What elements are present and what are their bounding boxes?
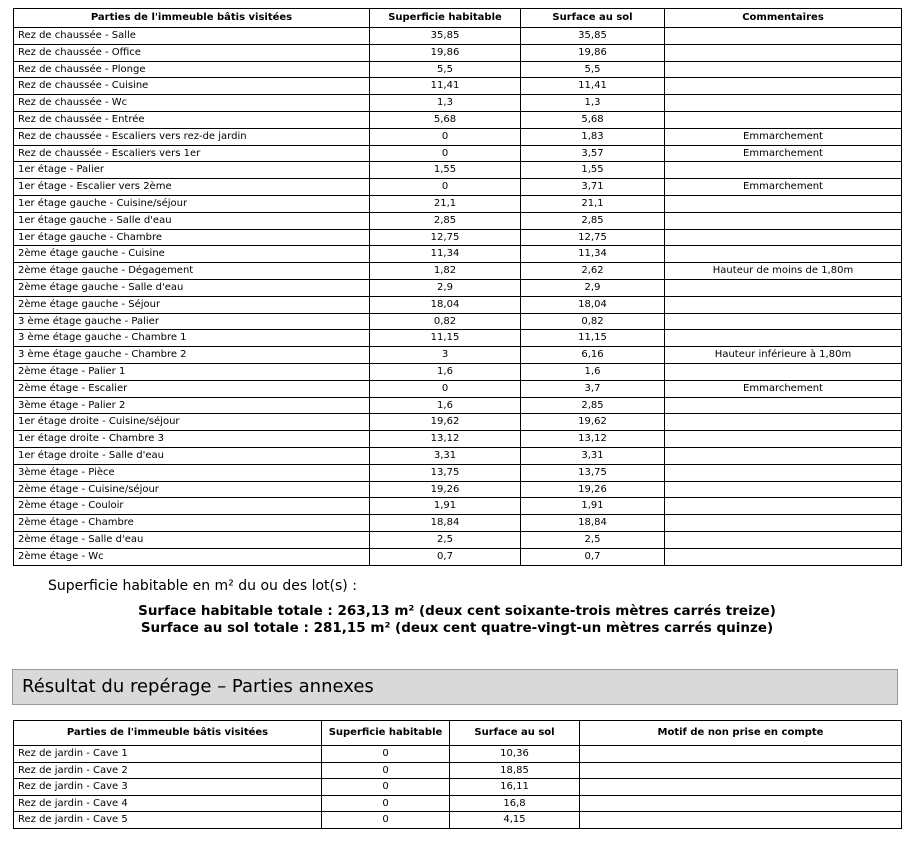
- cell-superficie: 5,68: [370, 111, 521, 128]
- cell-surface-sol: 4,15: [450, 812, 580, 829]
- cell-comment: [665, 246, 902, 263]
- cell-surface-sol: 16,8: [450, 795, 580, 812]
- table-row: [14, 78, 902, 95]
- cell-surface-sol: 11,15: [521, 330, 665, 347]
- cell-comment: [580, 795, 902, 812]
- cell-partie: 2ème étage - Wc: [14, 548, 370, 565]
- table-row: [14, 212, 902, 229]
- cell-surface-sol: 1,83: [521, 128, 665, 145]
- table-row: [14, 515, 902, 532]
- cell-partie: Rez de jardin - Cave 4: [14, 795, 322, 812]
- table-header-row: [14, 9, 902, 28]
- cell-partie: 3 ème étage gauche - Chambre 2: [14, 347, 370, 364]
- cell-superficie: 2,9: [370, 279, 521, 296]
- cell-partie: Rez de chaussée - Entrée: [14, 111, 370, 128]
- cell-partie: 2ème étage - Salle d'eau: [14, 531, 370, 548]
- table-row: [14, 128, 902, 145]
- cell-comment: [665, 279, 902, 296]
- cell-superficie: 35,85: [370, 28, 521, 45]
- table-row: [14, 296, 902, 313]
- cell-partie: 1er étage gauche - Cuisine/séjour: [14, 195, 370, 212]
- cell-partie: Rez de jardin - Cave 5: [14, 812, 322, 829]
- cell-comment: [665, 111, 902, 128]
- cell-superficie: 1,3: [370, 95, 521, 112]
- table-row: [14, 779, 902, 796]
- cell-comment: [665, 481, 902, 498]
- cell-superficie: 19,26: [370, 481, 521, 498]
- cell-surface-sol: 18,84: [521, 515, 665, 532]
- cell-partie: 1er étage droite - Salle d'eau: [14, 447, 370, 464]
- table-row: [14, 431, 902, 448]
- annex-surfaces-table: [13, 720, 902, 829]
- cell-comment: [665, 414, 902, 431]
- col-header-surface-sol: Surface au sol: [521, 9, 665, 28]
- section-title: Résultat du repérage – Parties annexes: [12, 669, 898, 705]
- cell-surface-sol: 3,71: [521, 179, 665, 196]
- cell-surface-sol: 1,6: [521, 363, 665, 380]
- cell-superficie: 12,75: [370, 229, 521, 246]
- cell-comment: [665, 397, 902, 414]
- table-row: [14, 380, 902, 397]
- table-row: [14, 347, 902, 364]
- cell-superficie: 1,6: [370, 397, 521, 414]
- cell-superficie: 3: [370, 347, 521, 364]
- cell-partie: Rez de jardin - Cave 2: [14, 762, 322, 779]
- cell-superficie: 13,75: [370, 464, 521, 481]
- col-header-surface-sol: Surface au sol: [450, 721, 580, 746]
- cell-surface-sol: 1,91: [521, 498, 665, 515]
- cell-surface-sol: 6,16: [521, 347, 665, 364]
- cell-superficie: 13,12: [370, 431, 521, 448]
- table-row: [14, 111, 902, 128]
- cell-surface-sol: 2,85: [521, 397, 665, 414]
- total-sol: Surface au sol totale : 281,15 m² (deux cent quatre-vingt-un mètres carrés quinze): [140, 620, 774, 636]
- cell-superficie: 19,62: [370, 414, 521, 431]
- cell-comment: [665, 313, 902, 330]
- cell-surface-sol: 21,1: [521, 195, 665, 212]
- table-row: [14, 481, 902, 498]
- cell-surface-sol: 2,9: [521, 279, 665, 296]
- cell-partie: 2ème étage gauche - Cuisine: [14, 246, 370, 263]
- cell-partie: 3 ème étage gauche - Chambre 1: [14, 330, 370, 347]
- table-row: [14, 263, 902, 280]
- cell-superficie: 0: [370, 179, 521, 196]
- cell-partie: 2ème étage gauche - Salle d'eau: [14, 279, 370, 296]
- cell-superficie: 0,82: [370, 313, 521, 330]
- cell-comment: Emmarchement: [665, 145, 902, 162]
- cell-superficie: 3,31: [370, 447, 521, 464]
- cell-superficie: 0: [322, 762, 450, 779]
- cell-surface-sol: 3,7: [521, 380, 665, 397]
- cell-superficie: 11,15: [370, 330, 521, 347]
- cell-partie: 1er étage gauche - Salle d'eau: [14, 212, 370, 229]
- table-row: [14, 313, 902, 330]
- cell-comment: [580, 762, 902, 779]
- cell-superficie: 0: [370, 128, 521, 145]
- cell-surface-sol: 11,34: [521, 246, 665, 263]
- cell-superficie: 2,5: [370, 531, 521, 548]
- cell-partie: Rez de chaussée - Wc: [14, 95, 370, 112]
- cell-comment: [665, 548, 902, 565]
- table-row: [14, 464, 902, 481]
- col-header-superficie: Superficie habitable: [370, 9, 521, 28]
- table-row: [14, 762, 902, 779]
- cell-superficie: 1,6: [370, 363, 521, 380]
- col-header-commentaires: Commentaires: [665, 9, 902, 28]
- cell-comment: [665, 296, 902, 313]
- cell-comment: [580, 746, 902, 763]
- cell-surface-sol: 12,75: [521, 229, 665, 246]
- table-row: [14, 330, 902, 347]
- cell-comment: [665, 464, 902, 481]
- table-row: [14, 447, 902, 464]
- col-header-superficie: Superficie habitable: [322, 721, 450, 746]
- cell-comment: [580, 779, 902, 796]
- cell-superficie: 21,1: [370, 195, 521, 212]
- cell-superficie: 11,41: [370, 78, 521, 95]
- cell-partie: Rez de chaussée - Escaliers vers 1er: [14, 145, 370, 162]
- cell-superficie: 5,5: [370, 61, 521, 78]
- total-habitable: Surface habitable totale : 263,13 m² (deux cent soixante-trois mètres carrés treize): [138, 603, 776, 619]
- cell-superficie: 2,85: [370, 212, 521, 229]
- cell-comment: [665, 229, 902, 246]
- cell-partie: 2ème étage - Escalier: [14, 380, 370, 397]
- cell-surface-sol: 19,86: [521, 44, 665, 61]
- cell-comment: Hauteur de moins de 1,80m: [665, 263, 902, 280]
- cell-surface-sol: 19,26: [521, 481, 665, 498]
- cell-surface-sol: 1,3: [521, 95, 665, 112]
- cell-partie: 2ème étage gauche - Dégagement: [14, 263, 370, 280]
- cell-surface-sol: 0,82: [521, 313, 665, 330]
- cell-comment: [665, 431, 902, 448]
- habitable-surfaces-table: [13, 8, 902, 566]
- table-row: [14, 246, 902, 263]
- cell-comment: Emmarchement: [665, 128, 902, 145]
- cell-partie: Rez de chaussée - Cuisine: [14, 78, 370, 95]
- cell-partie: Rez de chaussée - Plonge: [14, 61, 370, 78]
- table-row: [14, 414, 902, 431]
- cell-partie: Rez de jardin - Cave 3: [14, 779, 322, 796]
- cell-comment: [665, 498, 902, 515]
- cell-surface-sol: 2,5: [521, 531, 665, 548]
- table-row: [14, 812, 902, 829]
- cell-superficie: 0: [322, 812, 450, 829]
- cell-superficie: 1,82: [370, 263, 521, 280]
- cell-surface-sol: 3,57: [521, 145, 665, 162]
- cell-superficie: 11,34: [370, 246, 521, 263]
- table-row: [14, 145, 902, 162]
- cell-comment: Emmarchement: [665, 380, 902, 397]
- cell-partie: Rez de chaussée - Office: [14, 44, 370, 61]
- cell-surface-sol: 11,41: [521, 78, 665, 95]
- table-row: [14, 195, 902, 212]
- cell-partie: 2ème étage gauche - Séjour: [14, 296, 370, 313]
- cell-partie: 3 ème étage gauche - Palier: [14, 313, 370, 330]
- cell-partie: 1er étage - Palier: [14, 162, 370, 179]
- cell-partie: 1er étage droite - Chambre 3: [14, 431, 370, 448]
- cell-superficie: 19,86: [370, 44, 521, 61]
- cell-comment: [665, 162, 902, 179]
- cell-surface-sol: 1,55: [521, 162, 665, 179]
- cell-comment: [665, 44, 902, 61]
- cell-superficie: 0: [322, 779, 450, 796]
- cell-surface-sol: 13,12: [521, 431, 665, 448]
- cell-comment: [665, 212, 902, 229]
- cell-surface-sol: 10,36: [450, 746, 580, 763]
- cell-partie: 1er étage droite - Cuisine/séjour: [14, 414, 370, 431]
- cell-comment: [665, 515, 902, 532]
- table-row: [14, 162, 902, 179]
- cell-comment: [665, 447, 902, 464]
- totals-block: [0, 603, 914, 637]
- table-row: [14, 44, 902, 61]
- cell-surface-sol: 2,62: [521, 263, 665, 280]
- table-row: [14, 179, 902, 196]
- cell-partie: 1er étage - Escalier vers 2ème: [14, 179, 370, 196]
- cell-comment: Emmarchement: [665, 179, 902, 196]
- table-row: [14, 548, 902, 565]
- table-row: [14, 229, 902, 246]
- table-row: [14, 746, 902, 763]
- cell-surface-sol: 5,68: [521, 111, 665, 128]
- cell-comment: [665, 531, 902, 548]
- cell-surface-sol: 16,11: [450, 779, 580, 796]
- cell-partie: 1er étage gauche - Chambre: [14, 229, 370, 246]
- cell-superficie: 18,84: [370, 515, 521, 532]
- cell-partie: 3ème étage - Pièce: [14, 464, 370, 481]
- cell-surface-sol: 13,75: [521, 464, 665, 481]
- cell-surface-sol: 0,7: [521, 548, 665, 565]
- cell-partie: 2ème étage - Couloir: [14, 498, 370, 515]
- cell-partie: Rez de jardin - Cave 1: [14, 746, 322, 763]
- cell-surface-sol: 35,85: [521, 28, 665, 45]
- cell-comment: [665, 61, 902, 78]
- table-row: [14, 531, 902, 548]
- cell-surface-sol: 18,85: [450, 762, 580, 779]
- table-row: [14, 795, 902, 812]
- summary-intro: Superficie habitable en m² du ou des lot(s) :: [48, 578, 357, 594]
- table-row: [14, 95, 902, 112]
- cell-comment: [580, 812, 902, 829]
- cell-partie: 3ème étage - Palier 2: [14, 397, 370, 414]
- cell-partie: 2ème étage - Palier 1: [14, 363, 370, 380]
- table-row: [14, 363, 902, 380]
- table-row: [14, 279, 902, 296]
- table-row: [14, 61, 902, 78]
- cell-superficie: 0: [370, 380, 521, 397]
- table-row: [14, 498, 902, 515]
- cell-surface-sol: 18,04: [521, 296, 665, 313]
- cell-partie: Rez de chaussée - Escaliers vers rez-de jardin: [14, 128, 370, 145]
- cell-superficie: 0,7: [370, 548, 521, 565]
- col-header-parties: Parties de l'immeuble bâtis visitées: [14, 9, 370, 28]
- cell-superficie: 0: [322, 795, 450, 812]
- cell-superficie: 0: [370, 145, 521, 162]
- cell-comment: [665, 95, 902, 112]
- cell-superficie: 1,55: [370, 162, 521, 179]
- table-row: [14, 397, 902, 414]
- col-header-parties: Parties de l'immeuble bâtis visitées: [14, 721, 322, 746]
- cell-superficie: 18,04: [370, 296, 521, 313]
- cell-comment: [665, 195, 902, 212]
- cell-surface-sol: 3,31: [521, 447, 665, 464]
- cell-superficie: 0: [322, 746, 450, 763]
- cell-surface-sol: 5,5: [521, 61, 665, 78]
- cell-surface-sol: 19,62: [521, 414, 665, 431]
- cell-comment: Hauteur inférieure à 1,80m: [665, 347, 902, 364]
- table-row: [14, 28, 902, 45]
- cell-partie: 2ème étage - Chambre: [14, 515, 370, 532]
- cell-comment: [665, 363, 902, 380]
- table-header-row: [14, 721, 902, 746]
- cell-partie: 2ème étage - Cuisine/séjour: [14, 481, 370, 498]
- cell-comment: [665, 78, 902, 95]
- cell-superficie: 1,91: [370, 498, 521, 515]
- col-header-motif: Motif de non prise en compte: [580, 721, 902, 746]
- cell-partie: Rez de chaussée - Salle: [14, 28, 370, 45]
- cell-comment: [665, 330, 902, 347]
- cell-surface-sol: 2,85: [521, 212, 665, 229]
- cell-comment: [665, 28, 902, 45]
